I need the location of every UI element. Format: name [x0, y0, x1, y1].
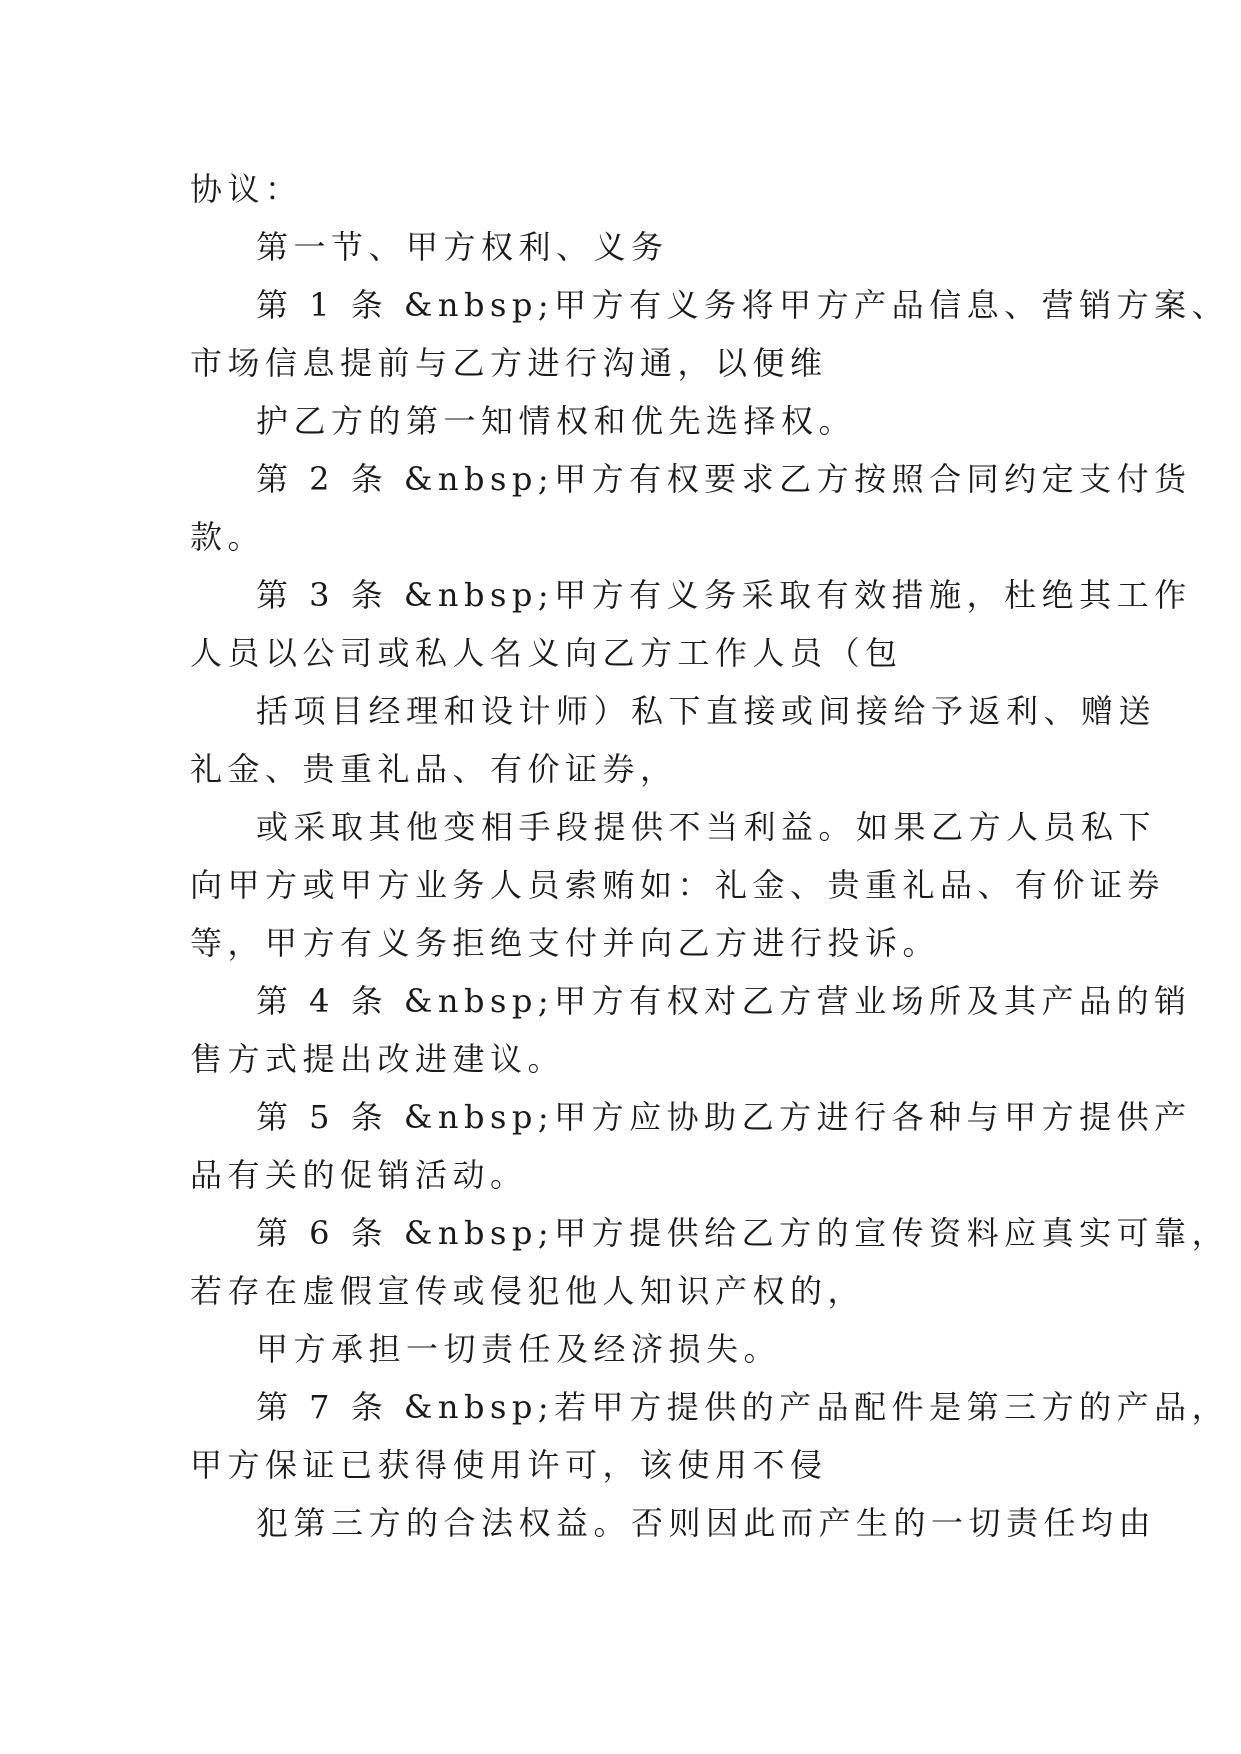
text-line: 向甲方或甲方业务人员索贿如：礼金、贵重礼品、有价证券 — [190, 866, 1166, 904]
text-line: 犯第三方的合法权益。否则因此而产生的一切责任均由 — [256, 1504, 1157, 1542]
text-line: 甲方保证已获得使用许可，该使用不侵 — [190, 1446, 828, 1484]
text-line: 第 2 条 &nbsp;甲方有权要求乙方按照合同约定支付货 — [256, 460, 1192, 498]
text-line: 第 1 条 &nbsp;甲方有义务将甲方产品信息、营销方案、 — [256, 286, 1230, 324]
text-line: 第 5 条 &nbsp;甲方应协助乙方进行各种与甲方提供产 — [256, 1098, 1192, 1136]
text-line: 甲方承担一切责任及经济损失。 — [256, 1330, 782, 1368]
text-line: 括项目经理和设计师）私下直接或间接给予返利、赠送 — [256, 692, 1157, 730]
text-line: 护乙方的第一知情权和优先选择权。 — [256, 402, 857, 440]
text-line: 第 4 条 &nbsp;甲方有权对乙方营业场所及其产品的销 — [256, 982, 1192, 1020]
text-line: 等，甲方有义务拒绝支付并向乙方进行投诉。 — [190, 924, 941, 962]
text-line: 款。 — [190, 518, 266, 556]
text-line: 礼金、贵重礼品、有价证券， — [190, 750, 678, 788]
section-heading: 第一节、甲方权利、义务 — [256, 228, 669, 266]
text-line: 人员以公司或私人名义向乙方工作人员（包 — [190, 634, 903, 672]
document-body — [190, 160, 1230, 1552]
text-line: 市场信息提前与乙方进行沟通，以便维 — [190, 344, 828, 382]
text-line: 第 6 条 &nbsp;甲方提供给乙方的宣传资料应真实可靠， — [256, 1214, 1230, 1252]
text-line: 或采取其他变相手段提供不当利益。如果乙方人员私下 — [256, 808, 1157, 846]
text-line: 第 3 条 &nbsp;甲方有义务采取有效措施，杜绝其工作 — [256, 576, 1192, 614]
text-line: 售方式提出改进建议。 — [190, 1040, 566, 1078]
text-line: 品有关的促销活动。 — [190, 1156, 528, 1194]
text-line: 协议： — [190, 170, 303, 208]
text-line: 若存在虚假宣传或侵犯他人知识产权的， — [190, 1272, 866, 1310]
text-line: 第 7 条 &nbsp;若甲方提供的产品配件是第三方的产品， — [256, 1388, 1230, 1426]
